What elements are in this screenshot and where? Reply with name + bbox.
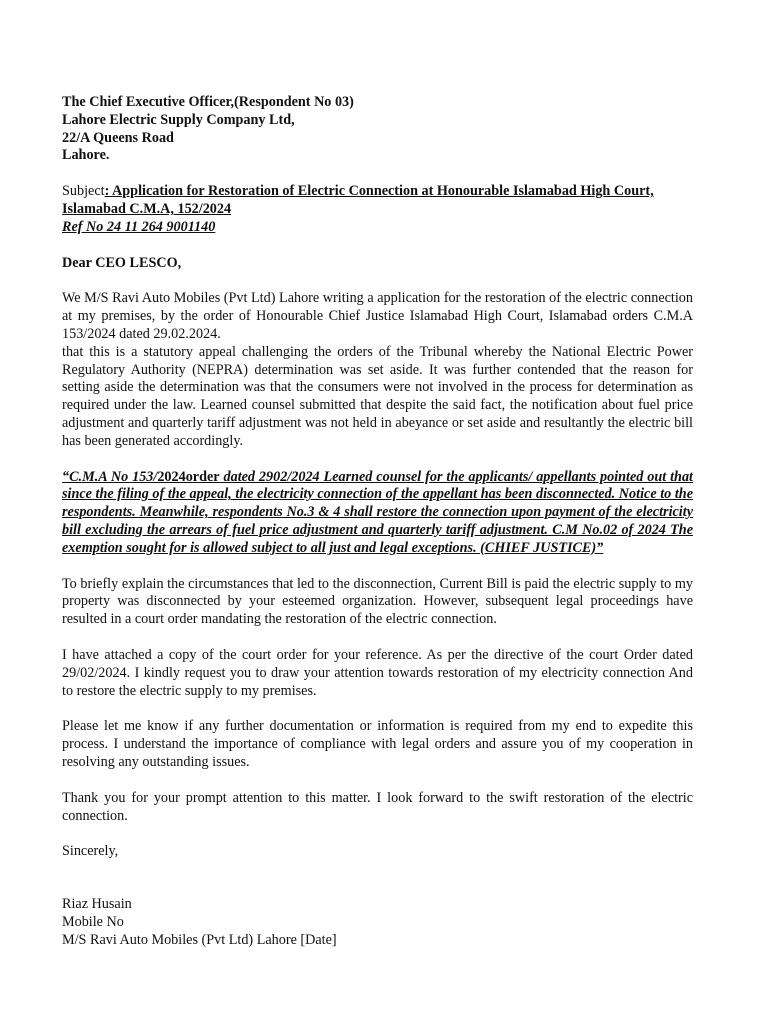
recipient-city: Lahore. xyxy=(62,147,110,164)
quote-part-2: 2024order xyxy=(157,468,220,485)
salutation: Dear CEO LESCO, xyxy=(62,254,182,271)
recipient-address xyxy=(62,94,693,165)
quote-part-3: dated 2902/2024 Learned counsel for the applicants/ appellants pointed out that since the filing of the appeal, the electricity connection of the appellant has been disconnected. Notice to the respondents. Meanwhile, respondents No.3 & 4 shall restore the connection upon payment of the electricity bill excluding the arrears of fuel price adjustment and quarterly tariff adjustment. C.M No.02 of 2024 The exemption sought for is allowed subject to all just and legal exceptions. (CHIEF JUSTICE)” xyxy=(62,468,693,556)
subject-label: Subject xyxy=(62,183,105,200)
body-paragraph-intro: We M/S Ravi Auto Mobiles (Pvt Ltd) Lahore writing a application for the restoration of the electric connection at my premises, by the order of Honourable Chief Justice Islamabad High Court, Islamabad orders C.M.A 153/2024 dated 29.02.2024. xyxy=(62,290,693,342)
recipient-title: The Chief Executive Officer,(Respondent No 03) xyxy=(62,94,354,110)
body-paragraph-documentation: Please let me know if any further documentation or information is required from my end to expedite this process. I understand the importance of compliance with legal orders and assure you of my cooperation in resolving any outstanding issues. xyxy=(62,718,693,770)
signature-company: M/S Ravi Auto Mobiles (Pvt Ltd) Lahore [Date] xyxy=(62,931,337,948)
recipient-company: Lahore Electric Supply Company Ltd, xyxy=(62,111,295,128)
court-order-quote xyxy=(62,469,693,558)
signature-name: Riaz Husain xyxy=(62,896,132,913)
body-paragraph-thanks: Thank you for your prompt attention to this matter. I look forward to the swift restoration of the electric connection. xyxy=(62,789,693,824)
quote-part-1: “C.M.A No 153/ xyxy=(62,468,158,485)
recipient-street: 22/A Queens Road xyxy=(62,129,174,146)
closing: Sincerely, xyxy=(62,843,119,860)
body-paragraph-circumstances: To briefly explain the circumstances that led to the disconnection, Current Bill is paid the electric supply to my property was disconnected by your esteemed organization. However, subsequent legal proceedings have resulted in a court order mandating the restoration of the electric connection. xyxy=(62,575,693,628)
signature-mobile: Mobile No xyxy=(62,913,124,930)
body-paragraph-appeal: that this is a statutory appeal challenging the orders of the Tribunal whereby the National Electric Power Regulatory Authority (NEPRA) determination was set aside. It was further contended that the reason for setting aside the determination was that the consumers were not involved in the process for determination as required under the law. Learned counsel submitted that despite the said fact, the notification about fuel price adjustment and quarterly tariff adjustment was not held in abeyance or set aside and resultantly the electric bill has been generated accordingly. xyxy=(62,343,693,449)
subject-reference: Ref No 24 11 264 9001140 xyxy=(62,218,216,235)
subject-line xyxy=(62,183,693,236)
body-paragraph-request: I have attached a copy of the court order for your reference. As per the directive of the court Order dated 29/02/2024. I kindly request you to draw your attention towards restoration of my electricity connection And to restore the electric supply to my premises. xyxy=(62,646,693,699)
signature-block xyxy=(62,896,693,949)
subject-text: : Application for Restoration of Electric Connection at Honourable Islamabad High Court, Islamabad C.M.A, 152/2024 xyxy=(62,183,654,217)
